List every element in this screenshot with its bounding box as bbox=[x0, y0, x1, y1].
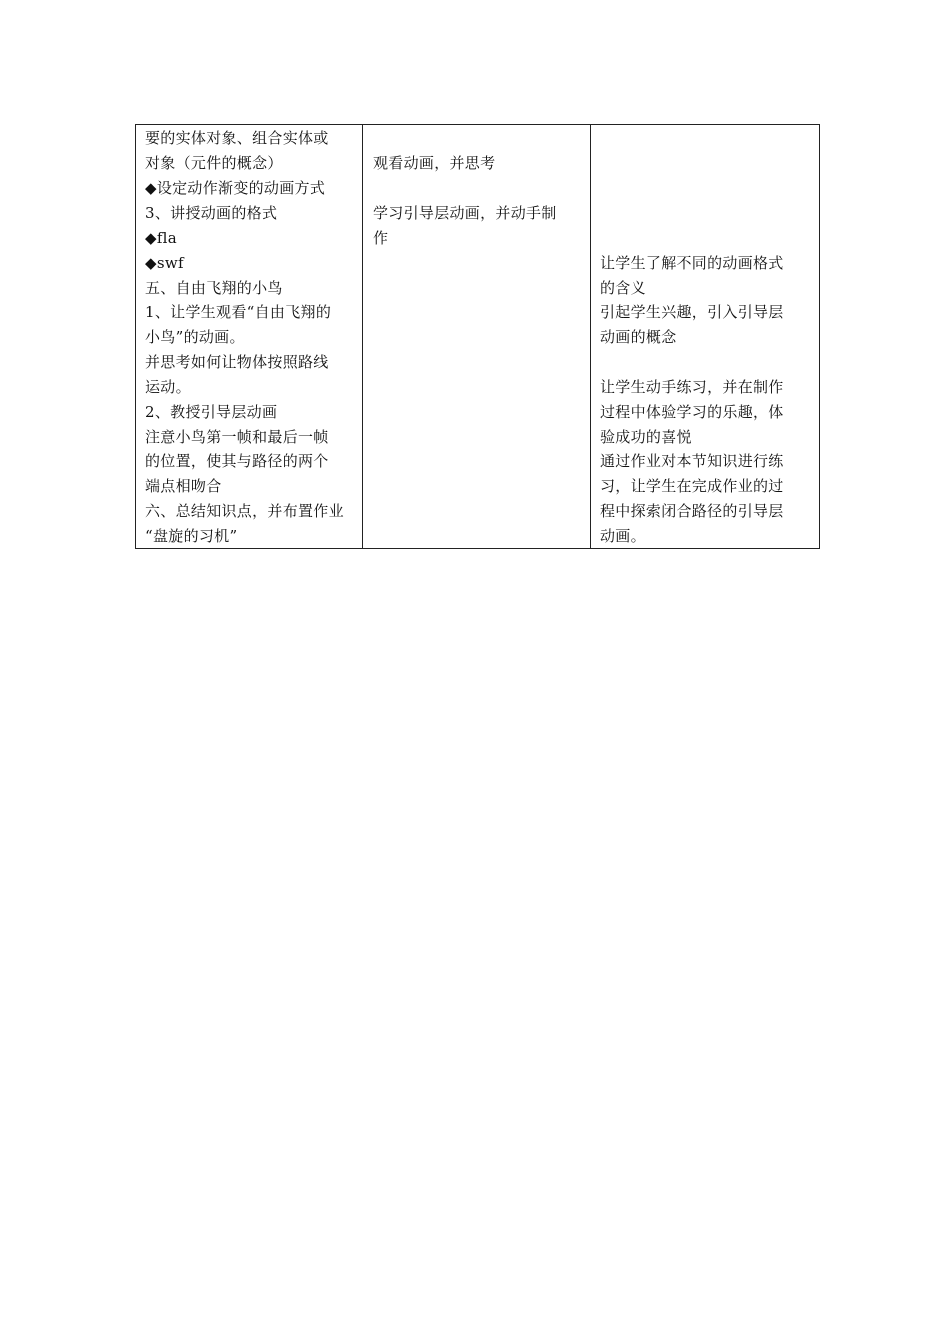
teacher-line: 2、教授引导层动画 bbox=[145, 403, 278, 421]
teacher-line: 六、总结知识点，并布置作业 bbox=[145, 502, 344, 520]
intent-line: 动画。 bbox=[600, 527, 646, 545]
intent-line: 程中探索闭合路径的引导层 bbox=[600, 502, 784, 520]
intent-line: 让学生动手练习，并在制作 bbox=[600, 378, 784, 396]
student-line: 观看动画，并思考 bbox=[373, 154, 496, 172]
intent-line: 习，让学生在完成作业的过 bbox=[600, 477, 784, 495]
intent-line: 让学生了解不同的动画格式 bbox=[600, 254, 784, 272]
table-row bbox=[136, 125, 820, 549]
student-line: 作 bbox=[373, 229, 389, 247]
intent-line: 引起学生兴趣，引入引导层 bbox=[600, 303, 784, 321]
design-intent-cell bbox=[591, 125, 820, 549]
teacher-line: 1、让学生观看“自由飞翔的 bbox=[145, 303, 332, 321]
intent-line: 的含义 bbox=[600, 279, 646, 297]
teacher-line: 小鸟”的动画。 bbox=[145, 328, 245, 346]
student-activity-cell bbox=[363, 125, 591, 549]
student-line: 学习引导层动画，并动手制 bbox=[373, 204, 557, 222]
teacher-line: 注意小鸟第一帧和最后一帧 bbox=[145, 428, 329, 446]
teacher-line: 的位置，使其与路径的两个 bbox=[145, 452, 329, 470]
teacher-line: 要的实体对象、组合实体或 bbox=[145, 129, 329, 147]
teacher-line: ◆设定动作渐变的动画方式 bbox=[145, 179, 326, 197]
teacher-activity-cell bbox=[136, 125, 363, 549]
teacher-line: 端点相吻合 bbox=[145, 477, 222, 495]
teacher-line: 并思考如何让物体按照路线 bbox=[145, 353, 329, 371]
teacher-line: 运动。 bbox=[145, 378, 191, 396]
teacher-line: 对象（元件的概念） bbox=[145, 154, 283, 172]
intent-line: 动画的概念 bbox=[600, 328, 677, 346]
teacher-line: 五、自由飞翔的小鸟 bbox=[145, 279, 283, 297]
lesson-plan-table bbox=[135, 124, 820, 549]
teacher-line: ◆fla bbox=[145, 229, 178, 247]
teacher-line: 3、讲授动画的格式 bbox=[145, 204, 278, 222]
teacher-line: “盘旋的习机” bbox=[145, 527, 238, 545]
intent-line: 通过作业对本节知识进行练 bbox=[600, 452, 784, 470]
teacher-line: ◆swf bbox=[145, 254, 184, 272]
intent-line: 过程中体验学习的乐趣，体 bbox=[600, 403, 784, 421]
intent-line: 验成功的喜悦 bbox=[600, 428, 692, 446]
